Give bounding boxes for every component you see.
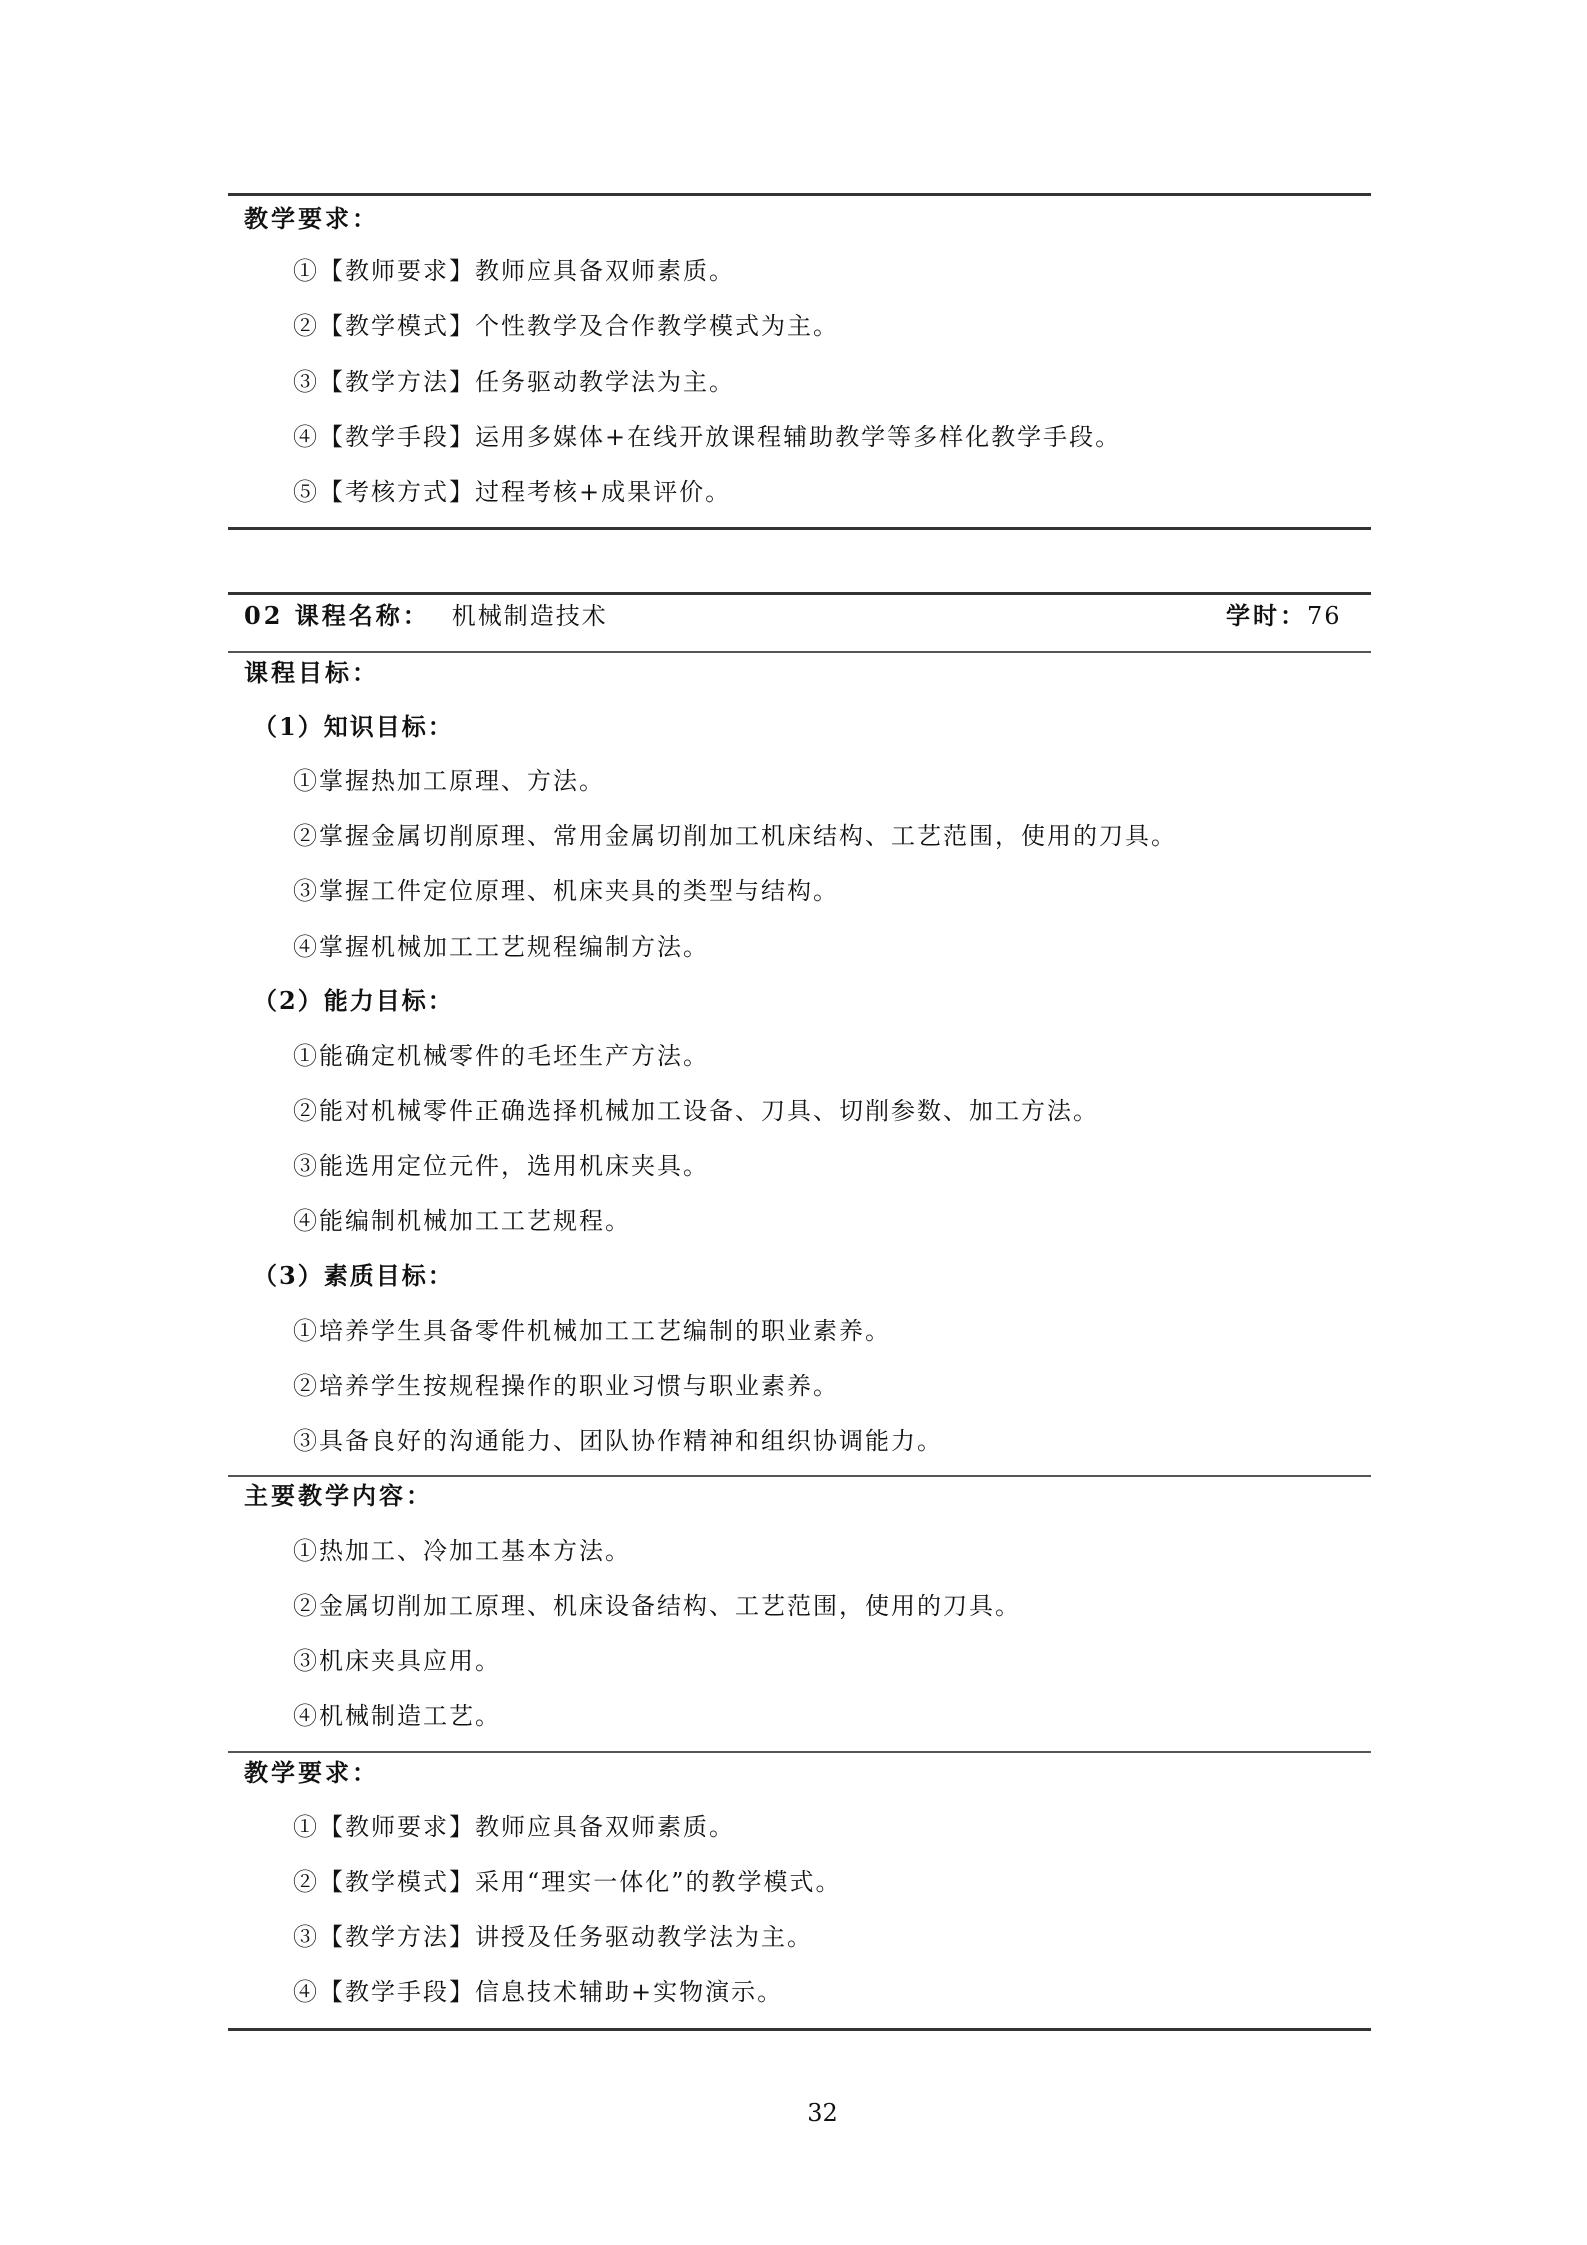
teaching-requirement-item: ②【教学模式】采用“理实一体化”的教学模式。	[293, 1868, 842, 1896]
teaching-requirement-item: ②【教学模式】个性教学及合作教学模式为主。	[293, 312, 839, 340]
quality-objective-item: ②培养学生按规程操作的职业习惯与职业素养。	[293, 1372, 839, 1400]
quality-objectives-heading: （3）素质目标：	[253, 1261, 454, 1290]
course-name-value: 机械制造技术	[451, 602, 608, 630]
course-name-label: 02 课程名称：	[244, 601, 430, 630]
ability-objective-item: ④能编制机械加工工艺规程。	[293, 1207, 631, 1235]
course-objectives-heading: 课程目标：	[244, 658, 379, 687]
section-end-rule	[228, 527, 1371, 530]
teaching-requirement-item: ③【教学方法】讲授及任务驱动教学法为主。	[293, 1923, 813, 1951]
main-content-item: ①热加工、冷加工基本方法。	[293, 1537, 631, 1565]
page-number: 32	[807, 2099, 838, 2127]
knowledge-objectives-heading: （1）知识目标：	[253, 712, 454, 741]
teaching-requirement-item: ⑤【考核方式】过程考核+成果评价。	[293, 478, 732, 506]
top-rule	[228, 193, 1371, 196]
quality-objective-item: ③具备良好的沟通能力、团队协作精神和组织协调能力。	[293, 1427, 943, 1455]
requirements-divider-rule	[228, 1751, 1371, 1753]
knowledge-objective-item: ③掌握工件定位原理、机床夹具的类型与结构。	[293, 877, 839, 905]
teaching-requirements-heading: 教学要求：	[244, 1758, 379, 1787]
ability-objective-item: ③能选用定位元件，选用机床夹具。	[293, 1152, 709, 1180]
main-content-item: ④机械制造工艺。	[293, 1702, 501, 1730]
course-header-top-rule	[228, 592, 1371, 595]
bottom-rule	[228, 2028, 1371, 2031]
course-hours-label: 学时：	[1226, 601, 1307, 630]
teaching-requirement-item: ③【教学方法】任务驱动教学法为主。	[293, 368, 735, 396]
knowledge-objective-item: ①掌握热加工原理、方法。	[293, 767, 605, 795]
ability-objectives-heading: （2）能力目标：	[253, 986, 454, 1015]
main-content-item: ③机床夹具应用。	[293, 1647, 501, 1675]
knowledge-objective-item: ④掌握机械加工工艺规程编制方法。	[293, 933, 709, 961]
course-name-row	[244, 600, 608, 632]
main-content-item: ②金属切削加工原理、机床设备结构、工艺范围，使用的刀具。	[293, 1592, 1021, 1620]
teaching-requirements-heading: 教学要求：	[244, 204, 379, 233]
course-header-bottom-rule	[228, 651, 1371, 653]
course-hours-value: 76	[1307, 602, 1342, 630]
knowledge-objective-item: ②掌握金属切削原理、常用金属切削加工机床结构、工艺范围，使用的刀具。	[293, 822, 1177, 850]
quality-objective-item: ①培养学生具备零件机械加工工艺编制的职业素养。	[293, 1317, 891, 1345]
teaching-requirement-item: ④【教学手段】运用多媒体+在线开放课程辅助教学等多样化教学手段。	[293, 423, 1122, 451]
ability-objective-item: ②能对机械零件正确选择机械加工设备、刀具、切削参数、加工方法。	[293, 1097, 1099, 1125]
teaching-requirement-item: ④【教学手段】信息技术辅助+实物演示。	[293, 1978, 784, 2006]
main-content-heading: 主要教学内容：	[244, 1481, 433, 1510]
course-hours	[1226, 600, 1342, 632]
teaching-requirement-item: ①【教师要求】教师应具备双师素质。	[293, 1813, 735, 1841]
ability-objective-item: ①能确定机械零件的毛坯生产方法。	[293, 1042, 709, 1070]
content-divider-rule	[228, 1475, 1371, 1477]
teaching-requirement-item: ①【教师要求】教师应具备双师素质。	[293, 257, 735, 285]
